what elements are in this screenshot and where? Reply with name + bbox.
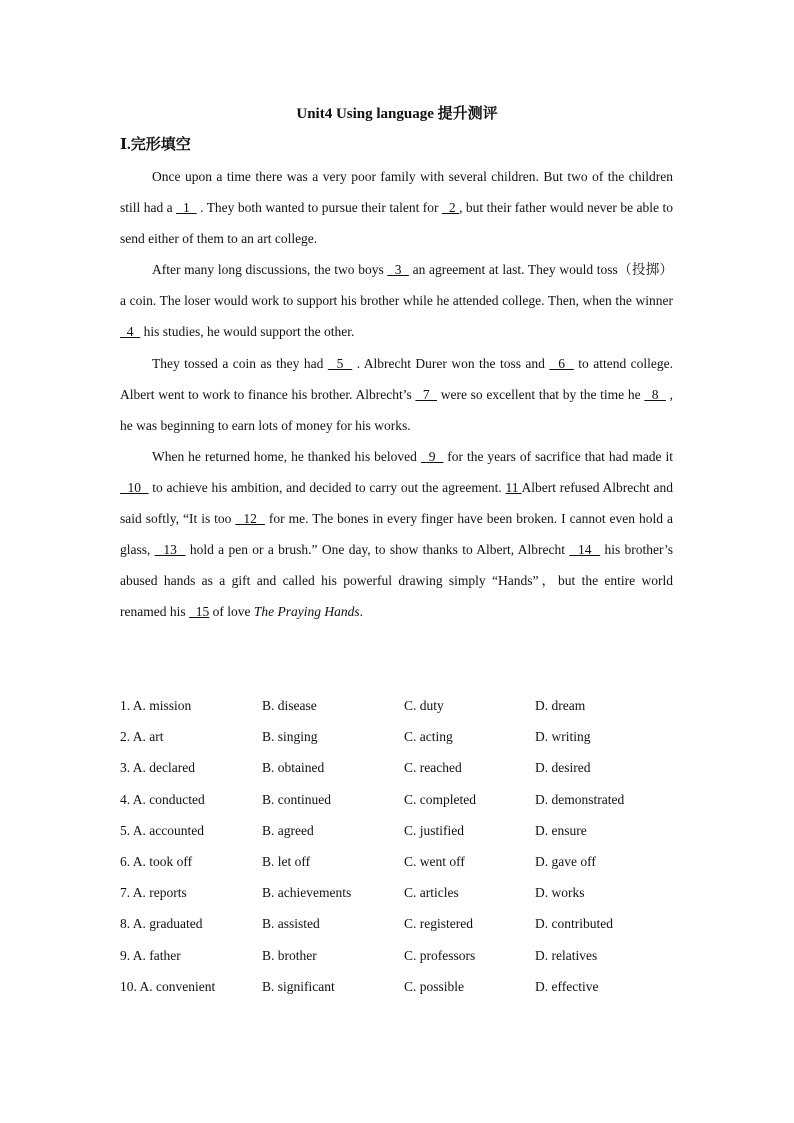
question-row <box>120 690 680 721</box>
option-d: D. relatives <box>535 947 598 963</box>
option-c: C. went off <box>404 853 465 869</box>
option-c: C. duty <box>404 698 444 713</box>
paragraph-1 <box>120 161 673 254</box>
question-row <box>120 971 680 1002</box>
blank-11: 11 <box>505 479 522 495</box>
text: to attend college. Albert went to work to finance his brother. Albrecht’s <box>120 355 674 402</box>
option-a: 3. A. declared <box>120 760 195 776</box>
option-b: B. assisted <box>262 916 320 932</box>
paragraph-2 <box>120 254 673 347</box>
text: After many long discussions, the two boys <box>152 262 388 278</box>
blank-15: 15 <box>188 604 210 620</box>
blank-14: 14 <box>569 542 601 558</box>
text: . Albrecht Durer won the toss and <box>352 355 550 371</box>
paragraph-4 <box>120 441 673 628</box>
question-row <box>120 940 680 971</box>
option-c: C. reached <box>404 760 462 776</box>
text: hold a pen or a brush.” One day, to show thanks to Albert, Albrecht <box>185 542 570 558</box>
option-a: 5. A. accounted <box>120 822 204 838</box>
option-a: 1. A. mission <box>120 698 192 713</box>
option-c: C. registered <box>404 916 473 932</box>
option-b: B. singing <box>262 729 318 745</box>
text: Albert refused Albrecht and said softly, “It is too <box>120 479 673 527</box>
question-row <box>120 815 680 846</box>
text: his brother’s abused hands as a gift and called his powerful drawing simply “Hands”，but the entire world renamed his <box>120 542 674 620</box>
option-d: D. writing <box>535 729 591 745</box>
text: for me. The bones in every finger have been broken. I cannot even hold a glass, <box>120 511 674 558</box>
option-c: C. completed <box>404 791 476 807</box>
question-row <box>120 752 680 783</box>
option-d: D. effective <box>535 978 599 994</box>
blank-1: 1 <box>176 200 197 216</box>
text: . They both wanted to pursue their talent for <box>196 200 442 216</box>
passage <box>120 161 673 627</box>
blank-7: 7 <box>415 386 438 402</box>
option-a: 9. A. father <box>120 947 181 963</box>
text: to achieve his ambition, and decided to carry out the agreement. <box>148 479 506 495</box>
option-a: 7. A. reports <box>120 885 187 901</box>
option-d: D. gave off <box>535 853 596 869</box>
option-d: D. desired <box>535 760 591 776</box>
blank-5: 5 <box>327 355 353 371</box>
option-b: B. continued <box>262 791 331 807</box>
paragraph-3 <box>120 348 673 441</box>
option-b: B. agreed <box>262 822 314 838</box>
painting-title: The Praying Hands <box>253 604 360 620</box>
text: an agreement at last. They would toss（投掷） a coin. The loser would work to support his brother while he attended college. Then, when the winner <box>120 262 674 309</box>
text: They tossed a coin as they had <box>152 355 328 371</box>
option-b: B. disease <box>262 698 317 713</box>
option-b: B. achievements <box>262 885 352 901</box>
option-b: B. significant <box>262 978 335 994</box>
option-b: B. obtained <box>262 760 325 776</box>
text: Once upon a time there was a very poor family with several children. But two of the children still had a <box>120 169 673 216</box>
blank-3: 3 <box>387 262 409 278</box>
option-c: C. acting <box>404 729 453 745</box>
question-row <box>120 784 680 815</box>
blank-12: 12 <box>235 511 265 527</box>
question-row <box>120 721 680 752</box>
option-c: C. justified <box>404 822 464 838</box>
text: his studies, he would support the other. <box>140 324 355 340</box>
option-a: 6. A. took off <box>120 853 193 869</box>
blank-8: 8 <box>644 386 666 402</box>
blank-13: 13 <box>154 542 186 558</box>
option-c: C. articles <box>404 885 459 901</box>
text: were so excellent that by the time he <box>437 386 645 402</box>
option-d: D. dream <box>535 698 586 713</box>
option-d: D. ensure <box>535 822 587 838</box>
option-a: 8. A. graduated <box>120 916 203 932</box>
blank-4: 4 <box>120 324 141 340</box>
option-b: B. let off <box>262 853 311 869</box>
option-c: C. possible <box>404 978 465 994</box>
blank-9: 9 <box>420 448 444 464</box>
section-heading: Ⅰ.完形填空 <box>120 137 191 153</box>
blank-2: 2 <box>441 200 460 216</box>
question-row <box>120 846 680 877</box>
page-title: Unit4 Using language 提升测评 <box>296 106 498 122</box>
option-a: 10. A. convenient <box>120 978 216 994</box>
text: , he was beginning to earn lots of money for his works. <box>120 386 674 433</box>
blank-6: 6 <box>549 355 574 371</box>
text: for the years of sacrifice that had made it <box>443 448 673 464</box>
option-b: B. brother <box>262 947 317 963</box>
option-c: C. professors <box>404 947 476 963</box>
text: , but their father would never be able to send either of them to an art college. <box>120 200 673 247</box>
option-d: D. demonstrated <box>535 791 625 807</box>
option-d: D. contributed <box>535 916 613 932</box>
option-a: 2. A. art <box>120 729 164 745</box>
question-row <box>120 908 680 939</box>
blank-10: 10 <box>120 479 149 495</box>
text: . <box>359 604 363 620</box>
option-d: D. works <box>535 885 585 901</box>
text: of love <box>209 604 254 620</box>
question-options <box>120 690 680 1002</box>
question-row <box>120 877 680 908</box>
text: When he returned home, he thanked his beloved <box>152 448 421 464</box>
option-a: 4. A. conducted <box>120 791 205 807</box>
